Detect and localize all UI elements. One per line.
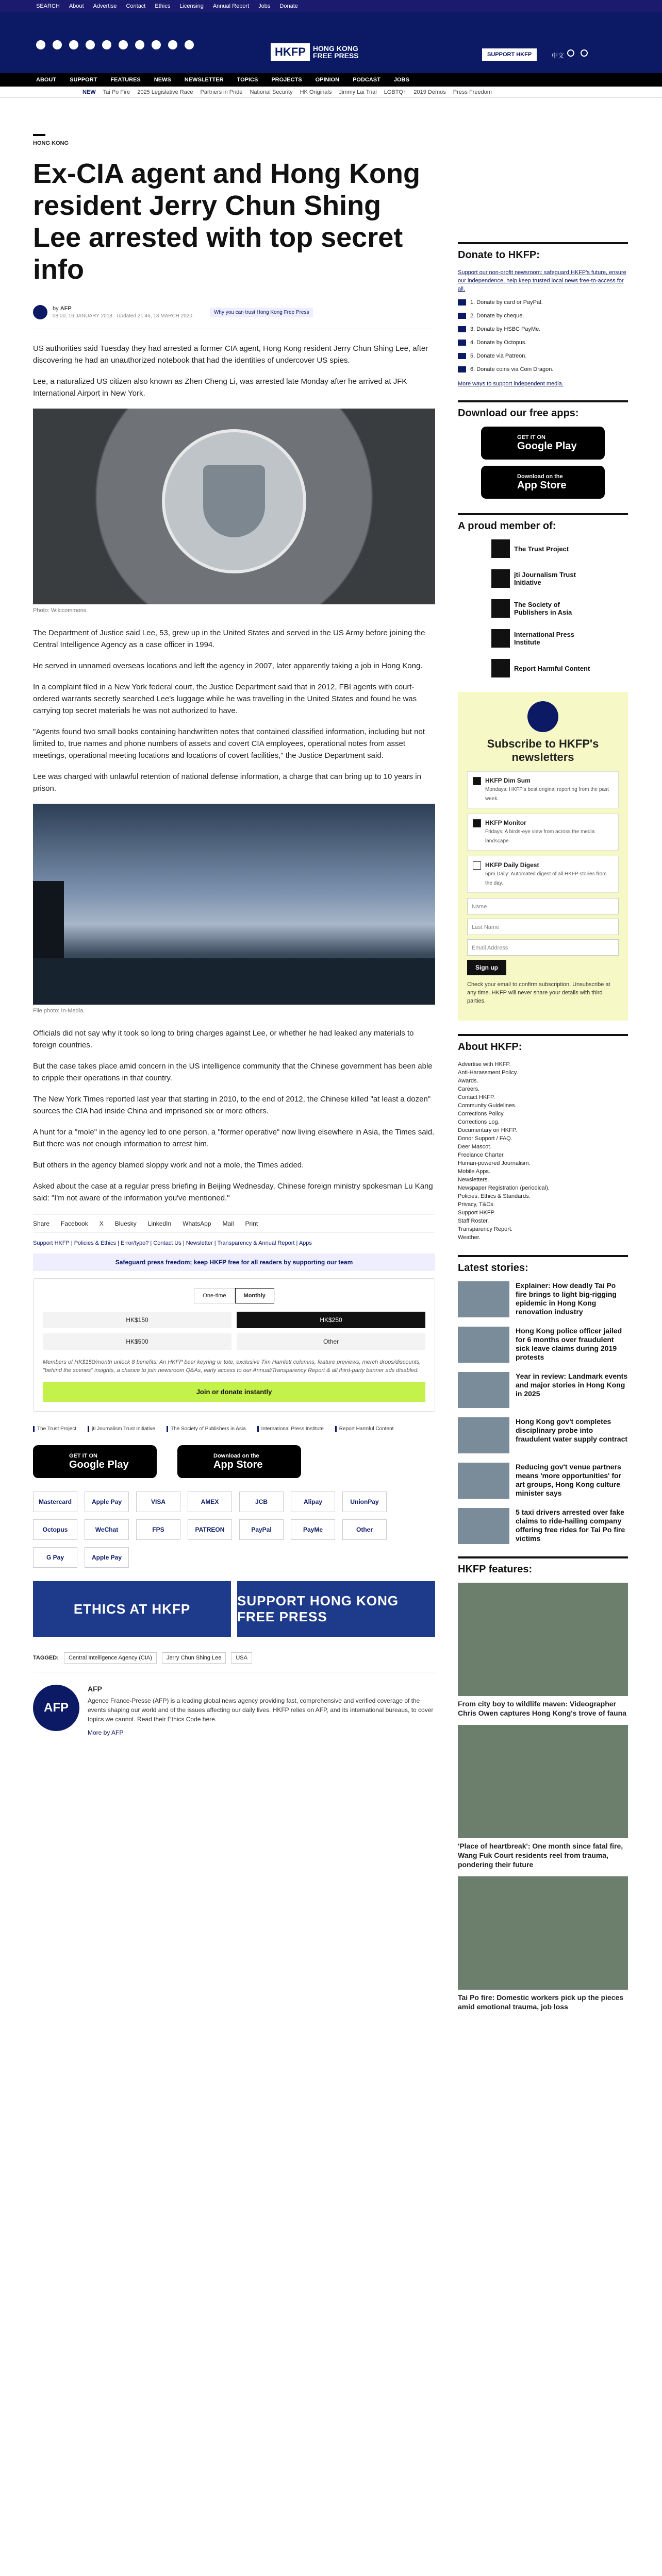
about-link[interactable]: Freelance Charter. [458,1152,505,1158]
story-title[interactable]: Hong Kong police officer jailed for 6 months over fraudulent sick leave claims during 2019 protests [516,1327,622,1361]
facebook-icon[interactable] [36,40,45,49]
payment-logo[interactable]: PATREON [188,1519,232,1540]
topbar-link[interactable]: Donate [279,3,298,9]
linkedin-icon[interactable] [152,40,161,49]
sidebar [458,242,628,2019]
article-paragraph: The Department of Justice said Lee, 53, grew up in the United States and served in the US Army before joining the Central Intelligence Agency as a case officer in 1994. [33,629,425,649]
donate-option[interactable] [458,313,628,319]
nav-item[interactable]: PODCAST [353,77,380,83]
nav-item[interactable]: NEWSLETTER [184,77,224,83]
youtube-icon[interactable] [135,40,144,49]
subnav-item[interactable]: Press Freedom [453,89,492,95]
article-paragraph: But others in the agency blamed sloppy work and not a mole, the Times added. [33,1161,304,1170]
amount-options [43,1312,425,1350]
threads-icon[interactable] [102,40,111,49]
sidebar-app-buttons [458,427,628,499]
site-header [0,12,662,73]
sidebar-google-play-button[interactable] [481,427,605,460]
language-link[interactable]: 中文 [552,52,565,59]
tag-chip[interactable]: Jerry Chun Shing Lee [162,1652,226,1664]
about-link[interactable]: Human-powered Journalism. [458,1160,531,1166]
logo-text: HONG KONG FREE PRESS [312,44,359,60]
payment-logo[interactable]: Alipay [291,1492,335,1512]
badge-label: jti Journalism Trust Initiative [514,571,576,586]
latest-story[interactable] [458,1372,628,1408]
newsletter-name: HKFP Daily Digest [485,861,539,869]
about-link[interactable]: Documentary on HKFP. [458,1127,517,1133]
payment-logo[interactable]: G Pay [33,1547,77,1568]
store-big: Google Play [517,440,577,452]
latest-story[interactable] [458,1281,628,1317]
about-link[interactable]: Newsletters. [458,1177,489,1183]
donate-option-label: 2. Donate by cheque. [470,313,524,319]
article-paragraph: But the case takes place amid concern in the US intelligence community that the Chinese government has been able to cripple their operations in that country. [33,1062,433,1082]
donate-option[interactable] [458,340,628,346]
article-paragraph: Asked about the case at a regular press briefing in Beijing Wednesday, Chinese foreign ministry spokesman Lu Kang said: "I'm not aware of the information you've mentioned." [33,1182,433,1202]
payment-icon [458,340,466,346]
store-big: App Store [517,479,567,491]
donation-note: Members of HK$150/month unlock 8 benefits: An HKFP beer keyring or tote, exclusive Tim Hamlett columns, feature previews, merch drops/discounts, "behind the scenes" insights, a chance to join newsroom Q&As, early access to our Annual/Transparency Report & all third-party banner ads disabled. [43,1359,421,1374]
donate-option[interactable] [458,299,628,306]
newsletter-note: Check your email to confirm subscription. Unsubscribe at any time. HKFP will never share your details with third parties. [467,981,610,1004]
feature-story[interactable] [458,1725,628,1869]
frequency-option[interactable]: One-time [194,1288,235,1303]
sub-nav [0,87,662,98]
topbar-link[interactable]: About [69,3,84,9]
newsletter-checkbox[interactable] [473,777,481,785]
article-paragraph: "Agents found two small books containing handwritten notes that contained classified information, including but not limited to, true names and phone numbers of assets and covert CIA employees, operational notes from asset meetings, operational meeting locations and locations of covert facilities," the Justice Department said. [33,727,425,760]
promo-video[interactable]: ETHICS AT HKFP [33,1581,231,1637]
instagram-icon[interactable] [69,40,78,49]
tagged-label: TAGGED: [33,1655,59,1661]
newsletter-option[interactable] [467,771,619,808]
about-link[interactable]: Corrections Log. [458,1119,500,1125]
latest-heading: Latest stories: [458,1255,628,1274]
frequency-option[interactable]: Monthly [235,1288,274,1303]
author-box [33,1685,435,1737]
payment-logo[interactable]: JCB [239,1492,284,1512]
feature-image [458,1583,628,1696]
newsletter-box [458,692,628,1021]
payment-icon [458,353,466,359]
newsletter-option[interactable] [467,814,619,851]
payment-logo[interactable]: PayMe [291,1519,335,1540]
author-name[interactable]: by AFP [53,306,72,312]
tag-chip[interactable]: USA [231,1652,252,1664]
feature-title[interactable]: 'Place of heartbreak': One month since fatal fire, Wang Fuk Court residents reel from trauma, pondering their future [458,1842,623,1869]
member-badge[interactable] [491,659,594,677]
story-title[interactable]: 5 taxi drivers arrested over fake claims to ride-hailing company offering free rides for Tai Po fire victims [516,1508,625,1543]
donate-options [458,299,628,372]
badge-label: The Trust Project [514,545,569,553]
tag-chip[interactable]: Central Intelligence Agency (CIA) [64,1652,157,1664]
payment-logo[interactable]: Mastercard [33,1492,77,1512]
more-by-author[interactable]: More by AFP [88,1729,124,1736]
article-paragraph: Lee was charged with unlawful retention of national defense information, a charge that can bring up to 10 years in prison. [33,772,421,793]
trust-link[interactable]: Why you can trust Hong Kong Free Press [210,308,313,317]
payment-logo[interactable]: FPS [136,1519,180,1540]
feature-image [458,1725,628,1838]
more-ways [458,380,628,388]
more-ways-link[interactable]: More ways to support independent media. [458,381,564,387]
story-title[interactable]: Explainer: How deadly Tai Po fire brings to light big-rigging epidemic in Hong Kong renovation industry [516,1281,617,1316]
about-link[interactable]: Advertise with HKFP. [458,1061,511,1067]
about-link[interactable]: Staff Roster. [458,1218,489,1224]
about-link[interactable]: Support HKFP. [458,1210,495,1216]
story-title[interactable]: Reducing gov't venue partners means 'more opportunities' for art groups, Hong Kong culture minister says [516,1463,622,1497]
share-bar [33,1214,435,1233]
story-thumbnail [458,1281,509,1317]
donate-link[interactable]: Support our non-profit newsroom: safeguard HKFP's future, ensure our independence, help keep trusted local news free-to-access for all. [458,269,626,292]
payment-logo[interactable]: PayPal [239,1519,284,1540]
newsletter-option[interactable] [467,856,619,893]
donate-option[interactable] [458,353,628,359]
feature-story[interactable] [458,1876,628,2011]
store-big: App Store [213,1459,263,1470]
hkfp-badge-icon [527,701,558,732]
badge-label: International Press Institute [514,631,575,646]
article-paragraph: US authorities said Tuesday they had arrested a former CIA agent, Hong Kong resident Jerry Chun Shing Lee, after discovering he had an unauthorized notebook that had the identities of undercover US spies. [33,344,428,365]
article [33,134,435,1737]
newsletter-text [485,861,613,887]
about-link[interactable]: Policies, Ethics & Standards. [458,1193,531,1199]
search-icon[interactable] [567,49,574,57]
story-thumbnail [458,1327,509,1363]
article-paragraph: Lee, a naturalized US citizen also known as Zhen Cheng Li, was arrested late Monday after he arrived at JFK International Airport in New York. [33,377,407,398]
latest-story[interactable] [458,1463,628,1499]
telegram-icon[interactable] [119,40,128,49]
member-logo[interactable]: The Society of Publishers in Asia [167,1426,246,1432]
about-link[interactable]: Awards. [458,1078,478,1084]
article-paragraph: The New York Times reported last year that starting in 2010, to the end of 2012, the Chinese killed "at least a dozen" sources the CIA had inside China and imprisoned six or more others. [33,1095,431,1115]
donate-option-label: 4. Donate by Octopus. [470,340,527,346]
afp-logo: AFP [33,1685,79,1731]
about-link[interactable]: Deer Mascot. [458,1144,492,1150]
topbar-link[interactable]: Contact [126,3,146,9]
support-hkfp-button[interactable]: SUPPORT HKFP [482,48,537,61]
donate-option[interactable] [458,326,628,332]
about-link[interactable]: Newspaper Registration (periodical). [458,1185,550,1191]
newsletter-name: HKFP Dim Sum [485,777,531,784]
about-list [458,1060,628,1242]
badge-logo-icon [491,629,510,648]
nav-item[interactable]: SUPPORT [70,77,97,83]
payment-logo[interactable]: WeChat [85,1519,129,1540]
latest-story[interactable] [458,1508,628,1544]
social-icons [36,40,194,49]
payment-methods [33,1492,435,1568]
about-link[interactable]: Transparency Report. [458,1226,512,1232]
feature-title[interactable]: Tai Po fire: Domestic workers pick up the pieces amid emotional trauma, job loss [458,1993,624,2011]
article-paragraph: In a complaint filed in a New York federal court, the Justice Department said that in 2012, FBI agents with court-ordered warrants secretly searched Lee's luggage while he was travelling in the United States and found he was carrying top secret materials he was not authorized to have. [33,683,417,715]
topbar-link[interactable]: Advertise [93,3,117,9]
share-link[interactable]: Share [33,1220,50,1227]
store-big: Google Play [69,1459,129,1470]
story-thumbnail [458,1463,509,1499]
dates: 08:00, 16 JANUARY 2018 Updated 21:46, 13 MARCH 2020 [53,313,192,319]
donate-option-label: 3. Donate by HSBC PayMe. [470,326,541,332]
newsletter-desc: 5pm Daily: Automated digest of all HKFP stories from the day. [485,871,607,886]
store-small: GET IT ON [517,434,545,440]
subnav-item[interactable]: 2025 Legislative Race [137,89,193,95]
badge-label: Report Harmful Content [514,664,590,672]
promo-video[interactable]: SUPPORT HONG KONG FREE PRESS [237,1581,435,1637]
badge-label: The Society of Publishers in Asia [514,601,572,616]
whatsapp-icon[interactable] [168,40,177,49]
apps-heading: Download our free apps: [458,400,628,419]
store-small: Download on the [213,1452,259,1459]
subnav-item[interactable]: Tai Po Fire [103,89,130,95]
member-logo[interactable]: The Trust Project [33,1426,76,1432]
member-badges [458,539,628,677]
feature-image [458,1876,628,1990]
member-logo[interactable]: jti Journalism Trust Initiative [88,1426,155,1432]
frequency-toggle [43,1288,425,1303]
newsletter-checkbox[interactable] [473,861,481,870]
topbar-link[interactable]: SEARCH [36,3,60,9]
about-link[interactable]: Community Guidelines. [458,1103,517,1109]
about-link[interactable]: Careers. [458,1086,480,1092]
logo[interactable] [271,43,375,61]
member-logo[interactable]: International Press Institute [257,1426,324,1432]
payment-icon [458,326,466,332]
article-paragraph: A hunt for a "mole" in the agency led to one person, a "former operative" now living elsewhere in Asia, the Times said. But there was not enough information to arrest him. [33,1128,435,1148]
donate-option[interactable] [458,366,628,372]
payment-logo[interactable]: Apple Pay [85,1547,129,1568]
topbar-link[interactable]: Ethics [155,3,171,9]
article-paragraph: He served in unnamed overseas locations and left the agency in 2007, later apparently taking a job in Hong Kong. [33,662,423,670]
donate-option-label: 6. Donate coins via Coin Dragon. [470,366,554,372]
share-link[interactable]: Bluesky [114,1220,137,1227]
amount-option[interactable]: HK$150 [43,1312,231,1328]
features-heading: HKFP features: [458,1556,628,1575]
promo-videos [33,1581,435,1637]
amount-option[interactable]: Other [237,1333,425,1350]
seal-shield [203,465,265,537]
main-nav [0,73,662,87]
member-logos [33,1426,435,1432]
about-link[interactable]: Contact HKFP. [458,1094,495,1100]
newsletter-checkbox[interactable] [473,819,481,827]
google-play-button[interactable] [33,1445,157,1478]
section-tag[interactable]: HONG KONG [33,140,69,146]
member-logo[interactable]: Report Harmful Content [335,1426,394,1432]
badge-logo-icon [491,569,510,588]
payment-logo[interactable]: AMEX [188,1492,232,1512]
payment-logo[interactable]: VISA [136,1492,180,1512]
about-link[interactable]: Donor Support / FAQ. [458,1136,512,1142]
nav-item[interactable]: ABOUT [36,77,57,83]
topbar-link[interactable]: Annual Report [212,3,250,9]
nav-item[interactable]: NEWS [154,77,171,83]
x-icon[interactable] [53,40,62,49]
subnav-item[interactable]: Jimmy Lai Trial [339,89,377,95]
store-small: GET IT ON [69,1452,97,1459]
article-title: Ex-CIA agent and Hong Kong resident Jerry Chun Shing Lee arrested with top secret info [33,158,420,285]
member-badge[interactable] [491,569,594,588]
author-box-name[interactable]: AFP [88,1685,102,1693]
about-link[interactable]: Anti-Harassment Policy. [458,1070,518,1076]
newsletter-desc: Fridays: A birds-eye view from across the media landscape. [485,829,595,844]
nav-item[interactable]: JOBS [393,77,409,83]
nav-item[interactable]: TOPICS [237,77,258,83]
section-rule [33,134,45,136]
safeguard-banner[interactable]: Safeguard press freedom; keep HKFP free for all readers by supporting our team [33,1253,435,1271]
app-store-buttons [33,1445,435,1478]
store-small: Download on the [517,473,563,480]
latest-story[interactable] [458,1417,628,1453]
newsletter-text [485,819,613,845]
share-link[interactable]: Print [245,1220,258,1227]
story-thumbnail [458,1508,509,1544]
payment-logo[interactable]: Octopus [33,1519,77,1540]
water [33,958,435,1005]
app-store-button[interactable] [177,1445,301,1478]
rss-icon[interactable] [185,40,194,49]
payment-icon [458,299,466,306]
about-link[interactable]: Weather. [458,1234,481,1241]
article-paragraph: Officials did not say why it took so long to bring charges against Lee, or whether he had leaked any materials to foreign countries. [33,1029,414,1049]
sidebar-app-store-button[interactable] [481,466,605,499]
member-heading: A proud member of: [458,513,628,532]
last-name-input[interactable]: Last Name [467,919,619,935]
member-badge[interactable] [491,599,594,618]
about-heading: About HKFP: [458,1034,628,1053]
story-title[interactable]: Year in review: Landmark events and major stories in Hong Kong in 2025 [516,1372,628,1398]
topbar-link[interactable]: Jobs [258,3,271,9]
badge-logo-icon [491,599,510,618]
story-title[interactable]: Hong Kong gov't completes disciplinary probe into fraudulent water supply contract [516,1417,628,1443]
logo-mark: HKFP [271,43,310,61]
feature-story[interactable] [458,1583,628,1718]
payment-logo[interactable]: UnionPay [342,1492,387,1512]
policy-links[interactable]: Support HKFP | Policies & Ethics | Error/typo? | Contact Us | Newsletter | Transparency & Annual Report | Apps [33,1240,312,1246]
story-thumbnail [458,1372,509,1408]
about-link[interactable]: Corrections Policy. [458,1111,505,1117]
nav-item[interactable]: FEATURES [110,77,141,83]
topbar-link[interactable]: Licensing [179,3,204,9]
about-link[interactable]: Privacy, T&Cs. [458,1201,495,1208]
subnav-item[interactable]: National Security [250,89,293,95]
donate-heading: Donate to HKFP: [458,242,628,261]
join-button[interactable]: Join or donate instantly [43,1382,425,1402]
newsletter-desc: Mondays: HKFP's best original reporting from the past week. [485,787,609,802]
subnav-item[interactable]: Partners in Pride [200,89,243,95]
about-link[interactable]: Mobile Apps. [458,1168,490,1175]
email-input[interactable]: Email Address [467,939,619,956]
subnav-item[interactable]: 2019 Demos [413,89,446,95]
story-thumbnail [458,1417,509,1453]
share-link[interactable]: LinkedIn [147,1220,172,1227]
payment-logo[interactable]: Apple Pay [85,1492,129,1512]
utility-bar [0,0,662,12]
badge-logo-icon [491,539,510,558]
photo-caption-2: File photo: In-Media. [33,1008,85,1014]
donate-option-label: 1. Donate by card or PayPal. [470,299,543,306]
share-link[interactable]: Facebook [61,1220,88,1227]
feature-title[interactable]: From city boy to wildlife maven: Videographer Chris Owen captures Hong Kong's trove of fauna [458,1700,626,1717]
donate-text [458,268,628,293]
author-bio: Agence France-Presse (AFP) is a leading global news agency providing fast, comprehensive and verified coverage of the events shaping our world and of the issues affecting our daily lives. HKFP relies on AFP, and its international bureaus, to cover topics we cannot. Read their Ethics Code here. [88,1697,434,1723]
subnav-item[interactable]: NEW [82,89,96,95]
newsletter-text [485,777,613,803]
subnav-item[interactable]: LGBTQ+ [384,89,407,95]
nav-item[interactable]: OPINION [315,77,340,83]
share-link[interactable]: X [99,1220,104,1227]
tags-row [33,1652,435,1672]
donate-option-label: 5. Donate via Patreon. [470,353,527,359]
nav-item[interactable]: PROJECTS [271,77,302,83]
user-icon[interactable] [581,49,588,57]
author-avatar [33,305,47,319]
payment-icon [458,313,466,319]
harbour-photo [33,804,435,1005]
member-badge[interactable] [491,629,594,648]
byline [33,305,435,329]
cia-seal-photo [33,409,435,604]
amount-option[interactable]: HK$250 [237,1312,425,1328]
payment-logo[interactable]: Other [342,1519,387,1540]
share-link[interactable]: WhatsApp [183,1220,211,1227]
signup-button[interactable]: Sign up [467,960,506,975]
photo-caption: Photo: Wikicommons. [33,607,88,614]
donation-widget [33,1278,435,1412]
newsletter-title: Subscribe to HKFP's newsletters [487,737,599,764]
subnav-item[interactable]: HK Originals [300,89,332,95]
latest-story[interactable] [458,1327,628,1363]
bluesky-icon[interactable] [86,40,95,49]
payment-icon [458,366,466,372]
header-icons [567,49,588,57]
newsletter-name: HKFP Monitor [485,819,526,826]
member-badge[interactable] [491,539,594,558]
badge-logo-icon [491,659,510,677]
share-link[interactable]: Mail [222,1220,234,1227]
amount-option[interactable]: HK$500 [43,1333,231,1350]
name-input[interactable]: Name [467,898,619,914]
